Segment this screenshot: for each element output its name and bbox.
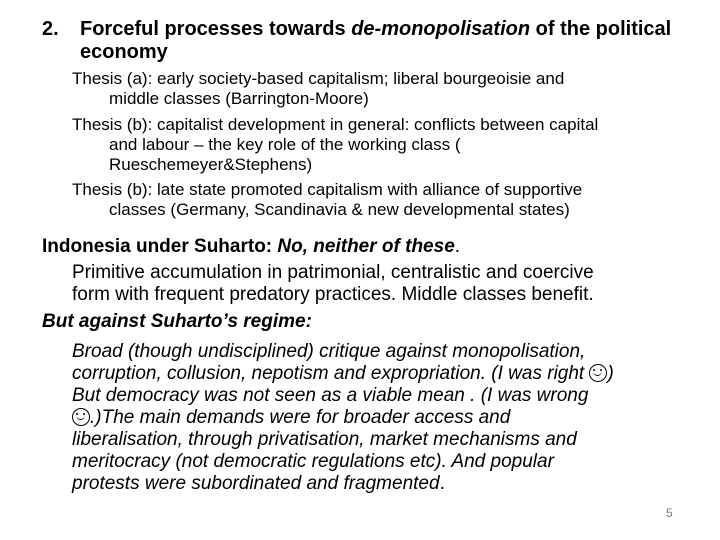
broad-line7 xyxy=(72,473,702,495)
indonesia-bold-italic: No, neither of these xyxy=(277,236,455,257)
broad-line3: But democracy was not seen as a viable mean . (I was wrong xyxy=(72,385,589,406)
thesis-b1 xyxy=(72,115,702,175)
slide-heading xyxy=(42,18,702,64)
thesis-b2 xyxy=(72,180,702,220)
heading-text-italic: de-monopolisation xyxy=(351,18,531,40)
heading-line2: economy xyxy=(80,41,168,63)
heading-number: 2. xyxy=(42,18,59,40)
against-suharto-heading: But against Suharto’s regime: xyxy=(42,311,312,332)
broad-line2-close: ) xyxy=(607,363,614,384)
broad-line2 xyxy=(72,363,702,385)
thesis-a xyxy=(72,69,702,109)
thesis-b2-line1: Thesis (b): late state promoted capitalism with alliance of supportive xyxy=(72,180,583,199)
thesis-b1-line1: Thesis (b): capitalist development in general: conflicts between capital xyxy=(72,115,599,134)
heading-text-part3: of the political xyxy=(530,18,672,40)
broad-line1: Broad (though undisciplined) critique against monopolisation, xyxy=(72,341,586,362)
thesis-b2-line2: classes (Germany, Scandinavia & new developmental states) xyxy=(109,200,570,219)
indonesia-bold: Indonesia under Suharto: xyxy=(42,236,278,257)
broad-line6: meritocracy (not democratic regulations etc). And popular xyxy=(72,451,554,472)
broad-line4-text: .)The main demands were for broader access and xyxy=(90,407,511,428)
smiley-icon xyxy=(589,364,607,382)
broad-critique-paragraph xyxy=(72,341,702,495)
indonesia-tail: . xyxy=(454,236,461,257)
thesis-b1-line2: and labour – the key role of the working class ( xyxy=(109,135,461,154)
indonesia-line xyxy=(42,236,702,258)
primitive-line2: form with frequent predatory practices. Middle classes benefit. xyxy=(72,284,594,305)
primitive-accumulation-paragraph xyxy=(72,262,702,306)
page-number: 5 xyxy=(666,506,673,520)
broad-line7-text: protests were subordinated and fragmented xyxy=(72,473,440,494)
thesis-b1-line3: Rueschemeyer&Stephens) xyxy=(109,155,313,174)
smiley-icon xyxy=(72,408,90,426)
thesis-a-line2: middle classes (Barrington-Moore) xyxy=(109,89,369,108)
broad-line7-end: . xyxy=(439,473,445,494)
broad-line4 xyxy=(72,407,702,429)
heading-text-part1: Forceful processes towards xyxy=(80,18,352,40)
broad-line2-text: corruption, collusion, nepotism and expropriation. (I was right xyxy=(72,363,590,384)
broad-line5: liberalisation, through privatisation, market mechanisms and xyxy=(72,429,577,450)
primitive-line1: Primitive accumulation in patrimonial, centralistic and coercive xyxy=(72,262,594,283)
thesis-a-line1: Thesis (a): early society-based capitalism; liberal bourgeoisie and xyxy=(72,69,565,88)
